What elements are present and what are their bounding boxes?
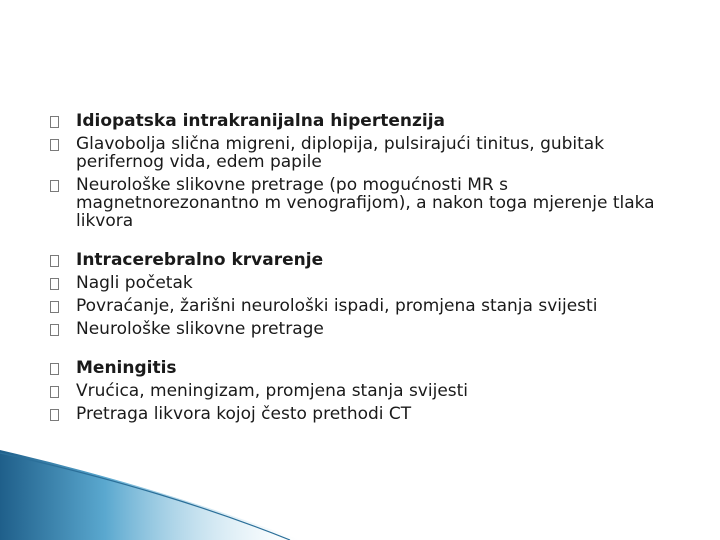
list-item bbox=[50, 359, 670, 377]
list-item bbox=[50, 176, 670, 230]
decorative-swoosh bbox=[0, 450, 720, 540]
bullet-heading: Intracerebralno krvarenje bbox=[76, 250, 324, 270]
bullet-group-ich bbox=[50, 251, 670, 338]
list-item bbox=[50, 320, 670, 338]
bullet-heading: Meningitis bbox=[76, 358, 177, 378]
bullet-text: Vrućica, meningizam, promjena stanja svijesti bbox=[76, 381, 469, 401]
swoosh-shape bbox=[0, 450, 300, 540]
list-item bbox=[50, 274, 670, 292]
bullet-text: Nagli početak bbox=[76, 273, 193, 293]
bullet-text: Neurološke slikovne pretrage bbox=[76, 319, 324, 339]
bullet-box-icon bbox=[50, 180, 59, 192]
bullet-box-icon bbox=[50, 255, 59, 267]
list-item bbox=[50, 251, 670, 269]
list-item bbox=[50, 405, 670, 423]
bullet-box-icon bbox=[50, 139, 59, 151]
bullet-box-icon bbox=[50, 116, 59, 128]
bullet-box-icon bbox=[50, 301, 59, 313]
bullet-heading: Idiopatska intrakranijalna hipertenzija bbox=[76, 111, 445, 131]
list-item bbox=[50, 297, 670, 315]
list-item bbox=[50, 135, 670, 171]
bullet-text: Glavobolja slična migreni, diplopija, pulsirajući tinitus, gubitak perifernog vida, edem papile bbox=[76, 134, 605, 172]
bullet-list bbox=[50, 112, 670, 444]
bullet-text: Povraćanje, žarišni neurološki ispadi, promjena stanja svijesti bbox=[76, 296, 598, 316]
bullet-box-icon bbox=[50, 278, 59, 290]
bullet-box-icon bbox=[50, 324, 59, 336]
bullet-box-icon bbox=[50, 363, 59, 375]
bullet-text: Pretraga likvora kojoj često prethodi CT bbox=[76, 404, 412, 424]
bullet-box-icon bbox=[50, 409, 59, 421]
swoosh-line bbox=[0, 453, 290, 540]
bullet-text: Neurološke slikovne pretrage (po mogućnosti MR s magnetnorezonantno m venografijom), a nakon toga mjerenje tlaka likvora bbox=[76, 175, 655, 231]
list-item bbox=[50, 382, 670, 400]
bullet-group-iih bbox=[50, 112, 670, 230]
bullet-box-icon bbox=[50, 386, 59, 398]
list-item bbox=[50, 112, 670, 130]
bullet-group-meningitis bbox=[50, 359, 670, 423]
